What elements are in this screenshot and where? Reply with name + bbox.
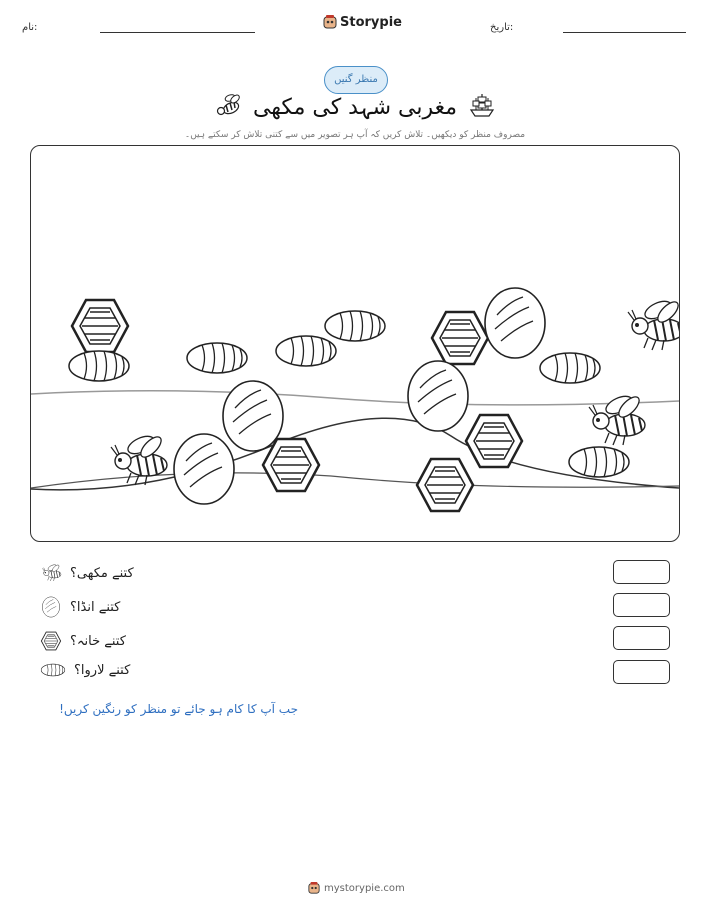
question-cells-text: کتنے خانہ؟ (70, 633, 126, 649)
ship-icon (468, 92, 496, 122)
mascot-icon (323, 14, 337, 30)
footer-url[interactable]: mystorypie.com (324, 882, 405, 894)
name-line[interactable] (100, 32, 255, 33)
coloring-note: جب آپ کا کام ہو جائے تو منظر کو رنگین کریں! (59, 702, 298, 716)
answer-box-eggs[interactable] (613, 593, 670, 617)
brand-logo (323, 14, 402, 30)
bee-title-icon (214, 92, 242, 122)
footer (308, 881, 405, 895)
page-title: مغربی شہد کی مکھی (252, 95, 458, 120)
answer-box-bees[interactable] (613, 560, 670, 584)
question-bees-text: کتنے مکھی؟ (70, 565, 134, 581)
brand-name: Storypie (340, 14, 402, 30)
honeycomb-cell-icon (40, 630, 62, 652)
mascot-icon (308, 881, 320, 895)
name-label: نام: (22, 22, 38, 33)
egg-icon (40, 596, 62, 618)
larva-icon (40, 662, 66, 678)
instructions: مصروف منظر کو دیکھیں۔ تلاش کریں کہ آپ ہر تصویر میں سے کتنی تلاش کر سکتے ہیں۔ (184, 130, 526, 140)
question-cells (40, 630, 126, 652)
question-larvae-text: کتنے لاروا؟ (74, 662, 131, 678)
bee-icon (40, 563, 62, 583)
question-eggs (40, 596, 120, 618)
date-line[interactable] (563, 32, 686, 33)
answer-box-larvae[interactable] (613, 660, 670, 684)
scene-illustration (31, 146, 679, 541)
activity-badge: منظر گنیں (324, 66, 388, 94)
question-larvae (40, 662, 130, 678)
question-bees (40, 563, 134, 583)
date-label: تاریخ: (490, 22, 514, 33)
question-eggs-text: کتنے انڈا؟ (70, 599, 121, 615)
scene-frame (30, 145, 680, 542)
answer-box-cells[interactable] (613, 626, 670, 650)
